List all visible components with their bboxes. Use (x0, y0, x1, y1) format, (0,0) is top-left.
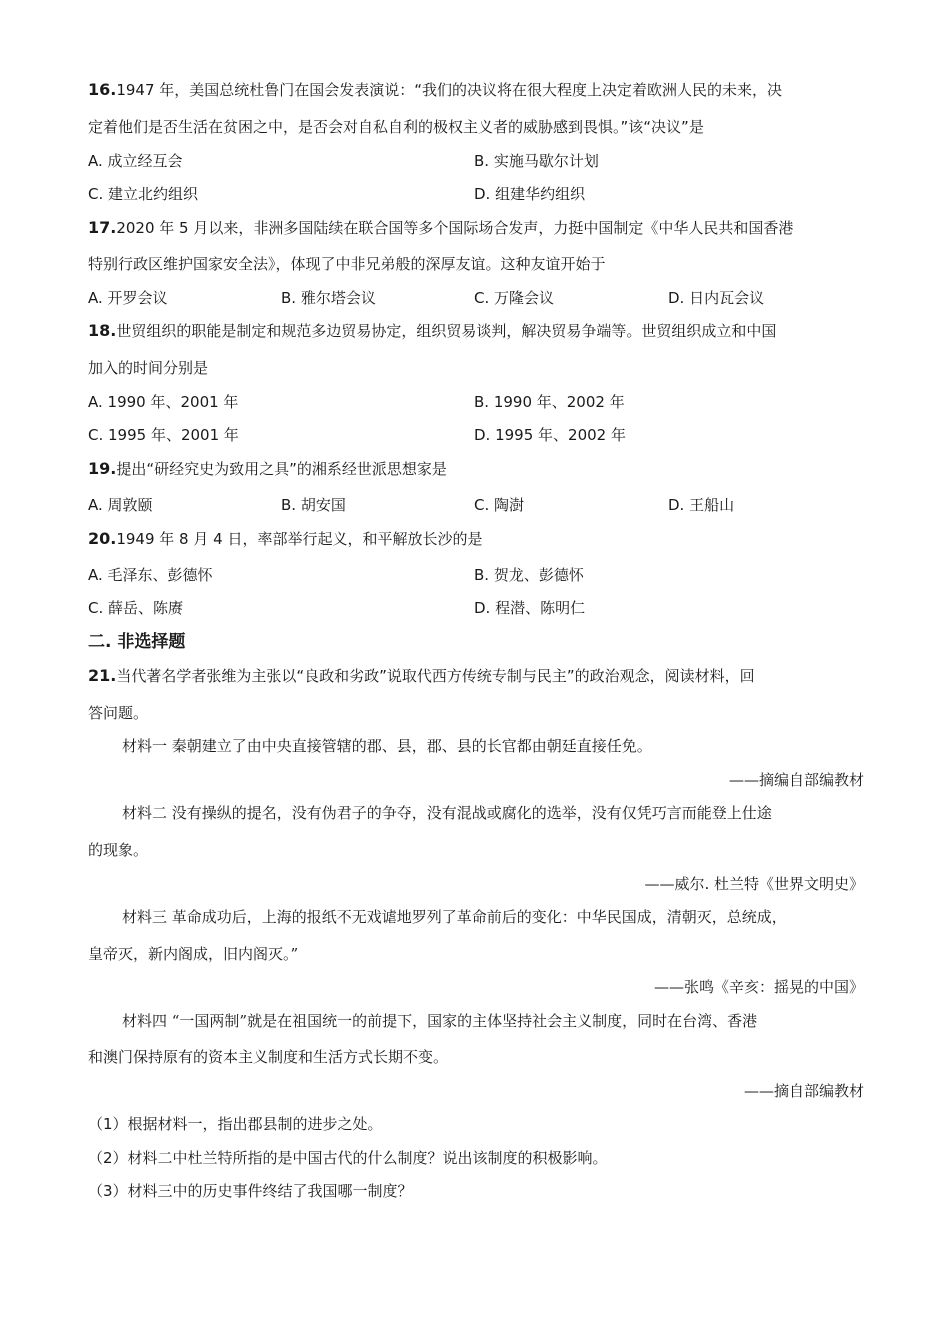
question-text: 1949 年 8 月 4 日，率部举行起义，和平解放长沙的是 (116, 530, 483, 548)
option-c[interactable]: C. 1995 年、2001 年 (88, 426, 239, 444)
material-2-line-2: 的现象。 (88, 841, 149, 859)
question-19-line-1 (88, 459, 447, 479)
option-a[interactable]: A. 成立经互会 (88, 152, 183, 170)
material-4-line-2: 和澳门保持原有的资本主义制度和生活方式长期不变。 (88, 1048, 449, 1066)
option-b[interactable]: B. 雅尔塔会议 (281, 289, 376, 307)
section-heading: 二. 非选择题 (88, 632, 186, 652)
question-number: 20. (88, 529, 117, 548)
material-1-line-1: 材料一 秦朝建立了由中央直接管辖的郡、县，郡、县的长官都由朝廷直接任免。 (122, 737, 652, 755)
question-number: 18. (88, 321, 117, 340)
question-number: 17. (88, 218, 117, 237)
material-1-source: ——摘编自部编教材 (728, 771, 864, 789)
material-4-source: ——摘自部编教材 (743, 1082, 864, 1100)
option-c[interactable]: C. 陶澍 (474, 496, 525, 514)
option-a[interactable]: A. 毛泽东、彭德怀 (88, 566, 213, 584)
sub-question-3: （3）材料三中的历史事件终结了我国哪一制度？ (88, 1182, 413, 1200)
question-text: 1947 年，美国总统杜鲁门在国会发表演说：“我们的决议将在很大程度上决定着欧洲人民的未来，决 (116, 81, 783, 99)
question-text: 提出“研经究史为致用之具”的湘系经世派思想家是 (116, 460, 447, 478)
question-text: 2020 年 5 月以来，非洲多国陆续在联合国等多个国际场合发声，力挺中国制定《中华人民共和国香港 (116, 219, 794, 237)
question-21-line-1 (88, 666, 755, 686)
option-b[interactable]: B. 贺龙、彭德怀 (474, 566, 584, 584)
question-number: 16. (88, 80, 117, 99)
option-d[interactable]: D. 王船山 (668, 496, 735, 514)
option-c[interactable]: C. 建立北约组织 (88, 185, 199, 203)
question-number: 21. (88, 666, 117, 685)
material-2-line-1: 材料二 没有操纵的提名，没有伪君子的争夺，没有混战或腐化的选举，没有仅凭巧言而能登上仕途 (122, 804, 772, 822)
material-3-source: ——张鸣《辛亥：摇晃的中国》 (653, 978, 864, 996)
material-3-line-1: 材料三 革命成功后，上海的报纸不无戏谑地罗列了革命前后的变化：中华民国成，清朝灭，总统成， (122, 908, 787, 926)
option-b[interactable]: B. 实施马歇尔计划 (474, 152, 599, 170)
material-2-source: ——威尔. 杜兰特《世界文明史》 (644, 875, 864, 893)
option-b[interactable]: B. 胡安国 (281, 496, 346, 514)
question-21-line-2: 答问题。 (88, 704, 149, 722)
option-d[interactable]: D. 1995 年、2002 年 (474, 426, 626, 444)
option-a[interactable]: A. 1990 年、2001 年 (88, 393, 239, 411)
material-4-line-1: 材料四 “一国两制”就是在祖国统一的前提下，国家的主体坚持社会主义制度，同时在台湾、香港 (122, 1012, 758, 1030)
sub-question-2: （2）材料二中杜兰特所指的是中国古代的什么制度？说出该制度的积极影响。 (88, 1149, 608, 1167)
option-d[interactable]: D. 日内瓦会议 (668, 289, 765, 307)
question-20-line-1 (88, 529, 482, 549)
material-3-line-2: 皇帝灭，新内阁成，旧内阁灭。” (88, 945, 299, 963)
option-d[interactable]: D. 组建华约组织 (474, 185, 586, 203)
option-c[interactable]: C. 万隆会议 (474, 289, 555, 307)
question-18-line-2: 加入的时间分别是 (88, 359, 209, 377)
question-text: 当代著名学者张维为主张以“良政和劣政”说取代西方传统专制与民主”的政治观念，阅读材料，回 (116, 667, 755, 685)
option-b[interactable]: B. 1990 年、2002 年 (474, 393, 625, 411)
option-d[interactable]: D. 程潜、陈明仁 (474, 599, 586, 617)
question-17-line-1 (88, 218, 793, 238)
option-c[interactable]: C. 薛岳、陈赓 (88, 599, 184, 617)
question-17-line-2: 特别行政区维护国家安全法》，体现了中非兄弟般的深厚友谊。这种友谊开始于 (88, 255, 606, 273)
option-a[interactable]: A. 开罗会议 (88, 289, 168, 307)
option-a[interactable]: A. 周敦颐 (88, 496, 153, 514)
question-18-line-1 (88, 321, 776, 341)
question-number: 19. (88, 459, 117, 478)
sub-question-1: （1）根据材料一，指出郡县制的进步之处。 (88, 1115, 383, 1133)
question-text: 世贸组织的职能是制定和规范多边贸易协定，组织贸易谈判，解决贸易争端等。世贸组织成立和中国 (116, 322, 777, 340)
question-16-line-1 (88, 80, 782, 100)
question-16-line-2: 定着他们是否生活在贫困之中，是否会对自私自利的极权主义者的威胁感到畏惧。”该“决议”是 (88, 118, 704, 136)
